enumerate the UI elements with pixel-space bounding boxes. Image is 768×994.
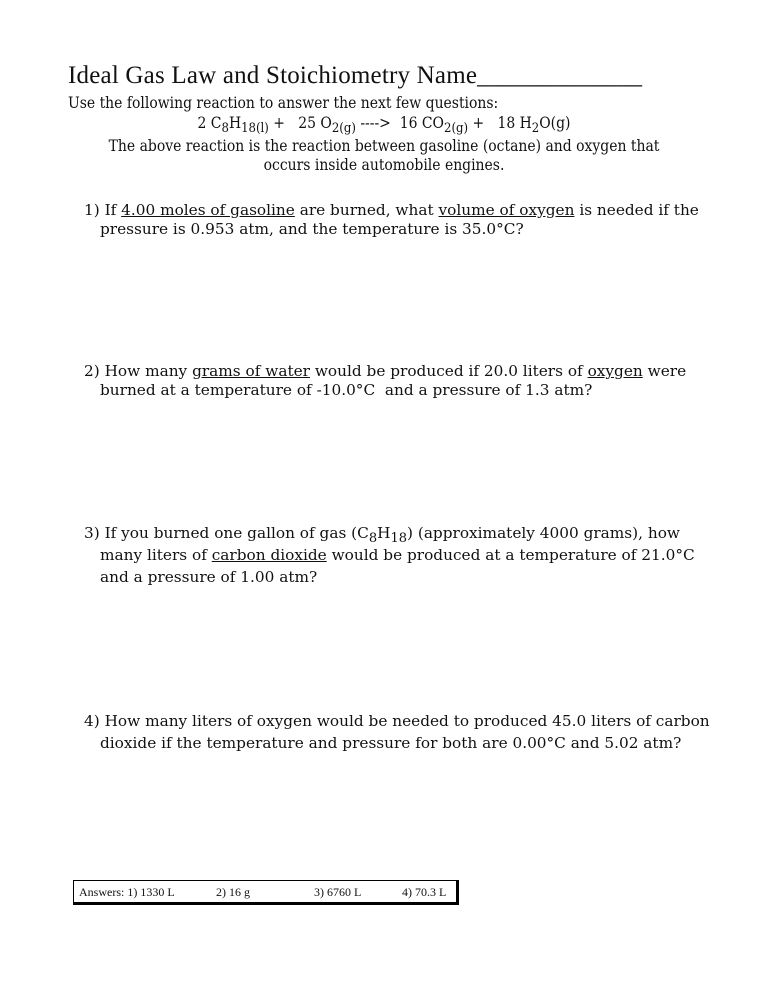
answer-4: 4) 70.3 L [402, 885, 447, 899]
question-3 [84, 522, 724, 588]
question-line [84, 522, 724, 544]
question-text: burned at a temperature of -10.0°C and a pressure of 1.3 atm? [100, 381, 593, 399]
underlined-key-term: 4.00 moles of gasoline [121, 201, 295, 219]
question-text: many liters of [100, 546, 212, 564]
answer-key-box [73, 880, 459, 905]
question-line [84, 381, 724, 400]
question-text: are burned, what [294, 201, 439, 219]
question-text: were [642, 362, 687, 380]
question-text: would be produced if 20.0 liters of [309, 362, 588, 380]
question-line [84, 201, 724, 220]
question-line [84, 710, 724, 732]
question-text: is needed if the [574, 201, 699, 219]
question-line [84, 362, 724, 381]
underlined-key-term: volume of oxygen [438, 201, 575, 219]
question-text: would be produced at a temperature of 21.0°C [326, 546, 695, 564]
question-line [84, 732, 724, 754]
answer-2: 2) 16 g [216, 885, 250, 899]
question-text: 3) If you burned one gallon of gas (C [84, 524, 369, 542]
question-text: 2) How many [84, 362, 193, 380]
question-1 [84, 201, 724, 239]
page-title: Ideal Gas Law and Stoichiometry Name_____________ [68, 62, 643, 89]
underlined-key-term: grams of water [192, 362, 310, 380]
question-text: 4) How many liters of oxygen would be needed to produced 45.0 liters of carbon [84, 712, 710, 730]
question-line [84, 566, 724, 588]
question-text: H [377, 524, 391, 542]
question-text: 1) If [84, 201, 122, 219]
question-2 [84, 362, 724, 400]
question-text: pressure is 0.953 atm, and the temperature is 35.0°C? [100, 220, 524, 238]
question-text: 8 [368, 531, 378, 546]
question-line [84, 220, 724, 239]
question-4 [84, 710, 724, 754]
description-line: occurs inside automobile engines. [263, 156, 505, 174]
intro-text: Use the following reaction to answer the next few questions: [68, 94, 499, 112]
question-text: 18 [390, 531, 408, 546]
underlined-key-term: oxygen [587, 362, 643, 380]
reaction-equation: 2 $C_8H_{18(l)} + 25$ $O_{2(g)}$ ----> 16 $CO_{2(g)} + 18$ $H_2O(g)$ [197, 114, 571, 136]
question-text: and a pressure of 1.00 atm? [100, 568, 318, 586]
question-text: ) (approximately 4000 grams), how [407, 524, 680, 542]
question-text: dioxide if the temperature and pressure for both are 0.00°C and 5.02 atm? [100, 734, 682, 752]
underlined-key-term: carbon dioxide [211, 546, 327, 564]
description-line: The above reaction is the reaction between gasoline (octane) and oxygen that [108, 137, 660, 155]
answer-3: 3) 6760 L [314, 885, 362, 899]
question-line [84, 544, 724, 566]
answer-1: Answers: 1) 1330 L [79, 885, 175, 899]
